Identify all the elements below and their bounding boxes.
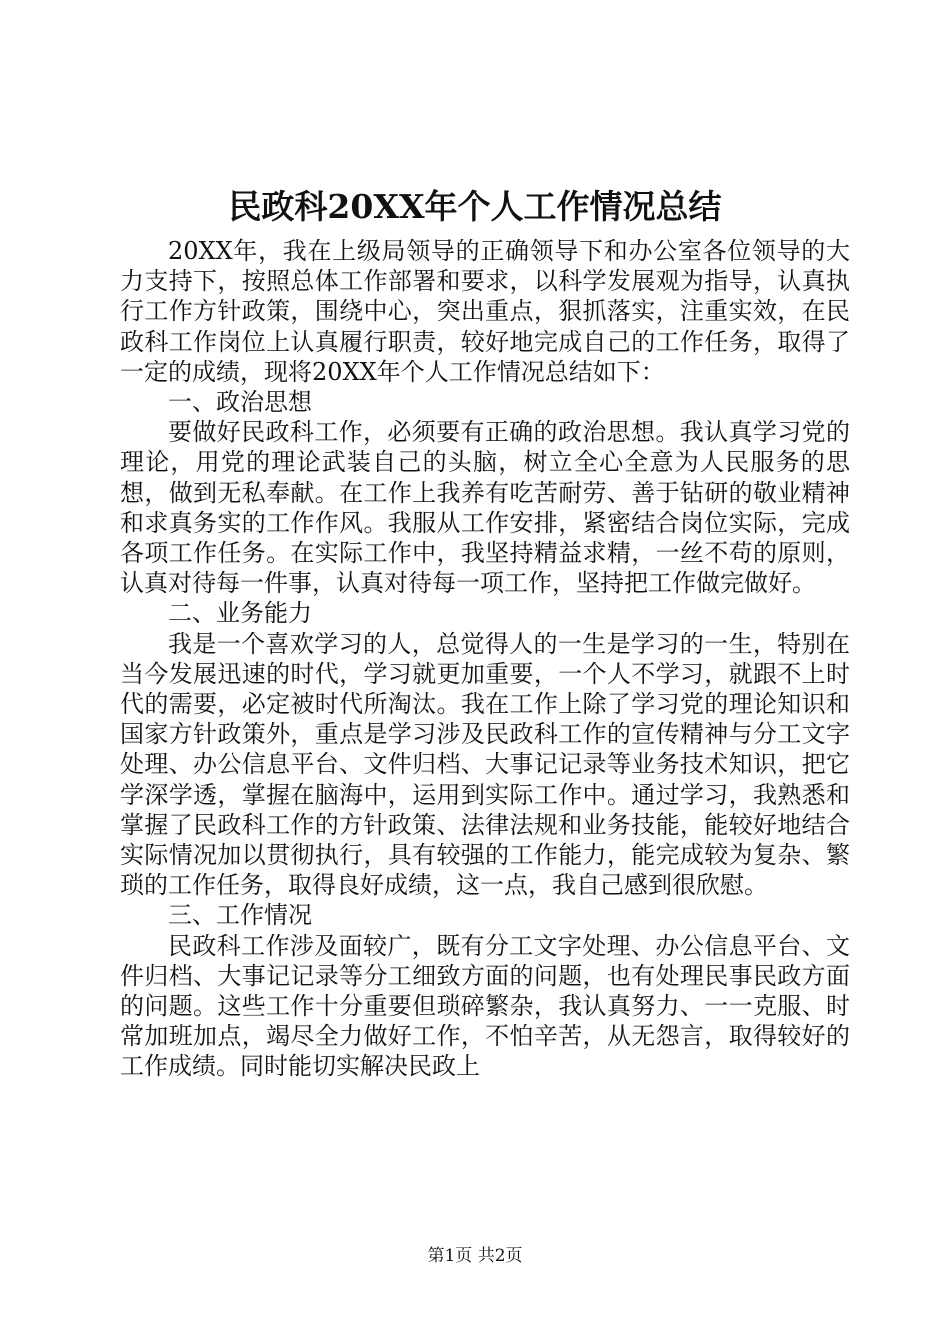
document-title: 民政科20XX年个人工作情况总结: [228, 187, 722, 226]
ability-paragraph: 我是一个喜欢学习的人，总觉得人的一生是学习的一生，特别在当今发展迅速的时代，学习就更加重要，一个人不学习，就跟不上时代的需要，必定被时代所淘汰。我在工作上除了学习党的理论知识和国家方针政策外，重点是学习涉及民政科工作的宣传精神与分工文字处理、办公信息平台、文件归档、大事记记录等业务技术知识，把它学深学透，掌握在脑海中，运用到实际工作中。通过学习，我熟悉和掌握了民政科工作的方针政策、法律法规和业务技能，能较好地结合实际情况加以贯彻执行，具有较强的工作能力，能完成较为复杂、繁琐的工作任务，取得良好成绩，这一点，我自己感到很欣慰。: [120, 629, 850, 900]
political-paragraph: 要做好民政科工作，必须要有正确的政治思想。我认真学习党的理论，用党的理论武装自己的头脑，树立全心全意为人民服务的思想，做到无私奉献。在工作上我养有吃苦耐劳、善于钻研的敬业精神和求真务实的工作作风。我服从工作安排，紧密结合岗位实际，完成各项工作任务。在实际工作中，我坚持精益求精，一丝不苟的原则，认真对待每一件事，认真对待每一项工作，坚持把工作做完做好。: [120, 418, 850, 598]
section-heading-work: 三、工作情况: [168, 901, 312, 930]
section-heading-ability: 二、业务能力: [168, 599, 312, 628]
document-body: [120, 236, 850, 1082]
work-paragraph: 民政科工作涉及面较广，既有分工文字处理、办公信息平台、文件归档、大事记记录等分工细致方面的问题，也有处理民事民政方面的问题。这些工作十分重要但琐碎繁杂，我认真努力、一一克服、时常加班加点，竭尽全力做好工作，不怕辛苦，从无怨言，取得较好的工作成绩。同时能切实解决民政上: [120, 931, 850, 1081]
section-heading-political: 一、政治思想: [168, 388, 312, 417]
page-number-footer: 第1页 共2页: [427, 1246, 523, 1266]
intro-paragraph: 20XX年，我在上级局领导的正确领导下和办公室各位领导的大力支持下，按照总体工作部署和要求，以科学发展观为指导，认真执行工作方针政策，围绕中心，突出重点，狠抓落实，注重实效，在民政科工作岗位上认真履行职责，较好地完成自己的工作任务，取得了一定的成绩，现将20XX年个人工作情况总结如下：: [120, 237, 850, 386]
